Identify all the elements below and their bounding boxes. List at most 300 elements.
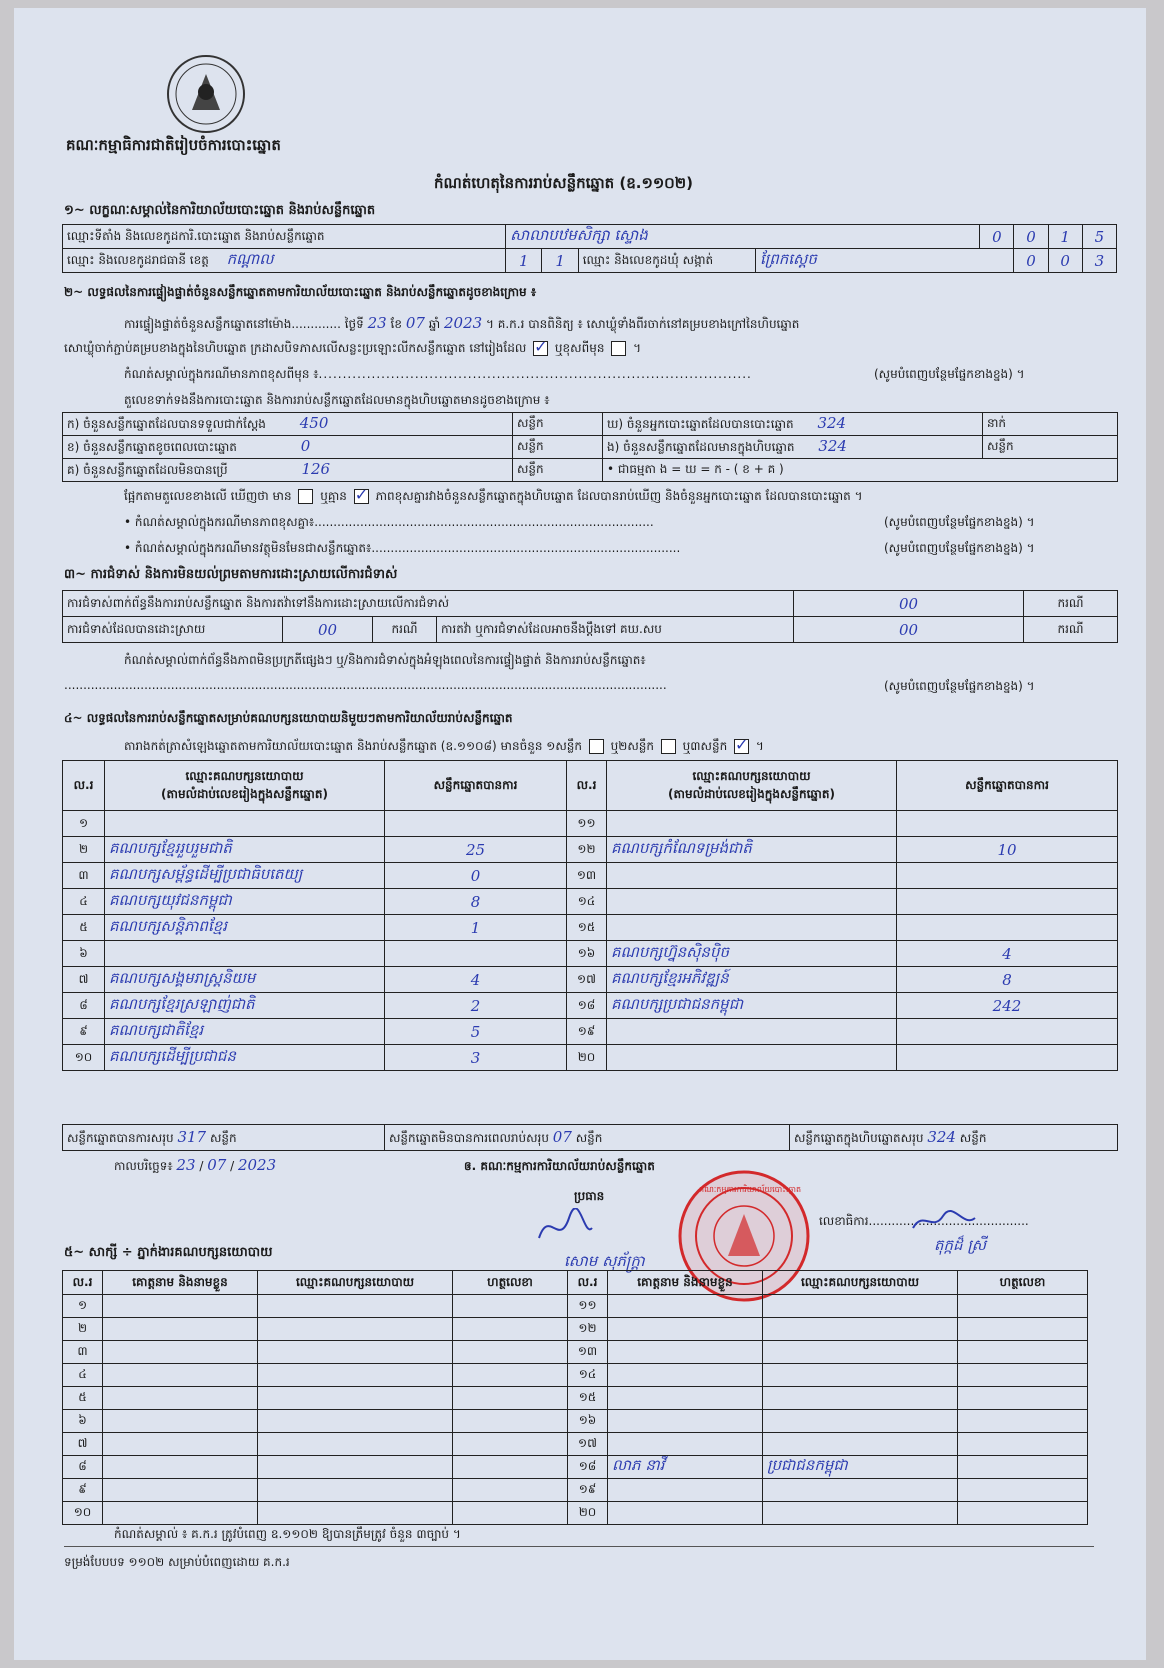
party-name <box>607 863 897 889</box>
section3-title: ៣~ ការជំទាស់ និងការមិនយល់ព្រមតាមការដោះស្រាយលើការជំទាស់ <box>64 567 398 582</box>
two-sheets-checkbox[interactable] <box>661 739 676 754</box>
province-digit: 1 <box>542 249 578 273</box>
voters-label: ឃ) ចំនួនអ្នកបោះឆ្នោតដែលបានបោះឆ្នោត <box>607 417 794 431</box>
has-diff-checkbox[interactable] <box>298 489 313 504</box>
witness-number: ១០ <box>63 1502 103 1525</box>
witness-col-sign: ហត្ថលេខា <box>453 1271 568 1295</box>
result-row <box>63 967 1118 993</box>
chair-signature-icon <box>534 1208 594 1248</box>
witness-party <box>763 1410 958 1433</box>
witness-name <box>608 1479 763 1502</box>
witness-party <box>258 1341 453 1364</box>
committee-name: គណៈកម្មាធិការជាតិរៀបចំការបោះឆ្នោត <box>66 136 281 154</box>
witness-number: ១ <box>63 1295 103 1318</box>
commune-name: ព្រែកស្តេច <box>756 249 1014 273</box>
witness-signature <box>453 1387 568 1410</box>
row-number: ១១ <box>567 811 607 837</box>
witness-number: ២០ <box>568 1502 608 1525</box>
party-name: គណបក្សហ្វ៊ុនស៊ិនប៉ិច <box>607 941 897 967</box>
witness-party <box>258 1502 453 1525</box>
nec-seal-icon <box>164 52 248 136</box>
party-votes: 25 <box>385 837 567 863</box>
station-label: ឈ្មោះទីតាំង និងលេខកូដការិ.បោះឆ្នោត និងរាប់សន្លឹកឆ្នោត <box>63 225 506 249</box>
witness-col-party: ឈ្មោះគណបក្សនយោបាយ <box>258 1271 453 1295</box>
party-name: គណបក្សយុវជនកម្ពុជា <box>105 889 385 915</box>
ballot-unit: សន្លឹក <box>983 436 1118 459</box>
col-party <box>105 761 385 811</box>
total-box-value: 324 <box>927 1127 956 1146</box>
commission-title: ឲ. គណៈកម្មការការិយាល័យរាប់សន្លឹកឆ្នោត <box>464 1159 655 1173</box>
witness-number: ៩ <box>63 1479 103 1502</box>
party-name: គណបក្សសង្គមរាស្ត្រនិយម <box>105 967 385 993</box>
witness-row <box>63 1318 1088 1341</box>
case-unit: ករណី <box>373 617 437 643</box>
party-name <box>607 889 897 915</box>
witness-signature <box>453 1502 568 1525</box>
witness-name <box>103 1502 258 1525</box>
secretary-name: តុក្កដ៏ ស្រី <box>934 1236 987 1254</box>
spoiled-label: ខ) ចំនួនសន្លឹកឆ្នោតខូចពេលបោះឆ្នោត <box>67 440 237 454</box>
verify-line-1 <box>124 314 799 334</box>
two-sheets-label: ឬ២សន្លឹក <box>610 739 655 753</box>
one-sheet-checkbox[interactable] <box>589 739 604 754</box>
witness-row <box>63 1479 1088 1502</box>
row-number: ១៧ <box>567 967 607 993</box>
resolved-label: ការជំទាស់ដែលបានដោះស្រាយ <box>63 617 283 643</box>
witness-party <box>258 1456 453 1479</box>
witness-signature <box>958 1456 1088 1479</box>
witness-name <box>103 1341 258 1364</box>
witness-number: ១៨ <box>568 1456 608 1479</box>
changed-checkbox[interactable] <box>611 341 626 356</box>
unused-row <box>63 459 513 482</box>
ballot-unit: សន្លឹក <box>513 436 603 459</box>
result-row <box>63 993 1118 1019</box>
witness-signature <box>958 1318 1088 1341</box>
party-votes <box>897 915 1118 941</box>
witness-name <box>103 1318 258 1341</box>
witness-number: ១៧ <box>568 1433 608 1456</box>
intact-note-line: កំណត់សម្គាល់ក្នុងករណីមានភាពខុសពីមុន ៖.......................................................................................... <box>124 367 752 381</box>
witness-party <box>763 1364 958 1387</box>
witness-signature <box>453 1341 568 1364</box>
party-votes <box>385 811 567 837</box>
party-votes: 10 <box>897 837 1118 863</box>
spoiled-row <box>63 436 513 459</box>
section1-title: ១~ លក្ខណៈសម្គាល់នៃការិយាល័យបោះឆ្នោត និងរាប់សន្លឹកឆ្នោត <box>64 203 376 218</box>
date-year: 2023 <box>237 1156 277 1174</box>
witness-party: ប្រជាជនកម្ពុជា <box>763 1456 958 1479</box>
witness-name <box>608 1318 763 1341</box>
witness-party <box>258 1364 453 1387</box>
witness-number: ៨ <box>63 1456 103 1479</box>
party-votes <box>385 941 567 967</box>
objection-note-dots: .............................................................................................................................................................. <box>64 678 667 692</box>
form-sheet <box>14 8 1146 1660</box>
unit: សន្លឹក <box>959 1130 987 1145</box>
unused-label: គ) ចំនួនសន្លឹកឆ្នោតដែលមិនបានប្រើ <box>67 463 228 477</box>
witness-name <box>103 1387 258 1410</box>
compare-post: ភាពខុសគ្នារវាងចំនួនសន្លឹកឆ្នោតក្នុងហិបឆ្នោត ដែលបានរាប់ឃើញ និងចំនួនអ្នកបោះឆ្នោត ដែលបានបោះឆ្នោត ។ <box>375 489 863 503</box>
resolved-count: 00 <box>283 617 373 643</box>
verify-day: 23 <box>367 314 387 332</box>
row-number: ១៣ <box>567 863 607 889</box>
total-invalid-label: សន្លឹកឆ្នោតមិនបានការពេលរាប់សរុប <box>389 1130 549 1145</box>
form-title: កំណត់ហេតុនៃការរាប់សន្លឹកឆ្នោត (ឧ.១១០២) <box>434 174 694 192</box>
row-number: ៩ <box>63 1019 105 1045</box>
witness-signature <box>453 1318 568 1341</box>
suspect-note-line: • កំណត់សម្គាល់ក្នុងករណីមានវត្ថុមិនមែនជាសន្លឹកឆ្នោត៖................................................................................. <box>124 541 681 555</box>
station-digit: 1 <box>1048 225 1082 249</box>
in-box-label: ង) ចំនួនសន្លឹកឆ្នោតដែលមានក្នុងហិបឆ្នោត <box>607 440 795 454</box>
witness-signature <box>958 1433 1088 1456</box>
party-votes <box>897 1019 1118 1045</box>
row-number: ១៨ <box>567 993 607 1019</box>
appeal-count: 00 <box>794 617 1024 643</box>
col-votes: សន្លឹកឆ្នោតបានការ <box>385 761 567 811</box>
party-votes: 8 <box>385 889 567 915</box>
witness-col-name: គោត្តនាម និងនាមខ្លួន <box>608 1271 763 1295</box>
witness-number: ១១ <box>568 1295 608 1318</box>
no-diff-checkbox[interactable] <box>354 485 369 504</box>
province-name: កណ្តាល <box>226 249 274 268</box>
row-number: ៨ <box>63 993 105 1019</box>
compare-text: ផ្អែកតាមតួលេខខាងលើ ឃើញថា មាន <box>124 489 292 503</box>
party-name <box>105 941 385 967</box>
witness-col-sign: ហត្ថលេខា <box>958 1271 1088 1295</box>
witness-signature <box>453 1410 568 1433</box>
witness-name <box>608 1295 763 1318</box>
row-number: ១២ <box>567 837 607 863</box>
witness-party <box>763 1479 958 1502</box>
verify-time-text: ការផ្ទៀងផ្ទាត់ចំនួនសន្លឹកឆ្នោតនៅម៉ោង............. ថ្ងៃទី <box>124 317 364 331</box>
witness-signature <box>453 1295 568 1318</box>
date-month: 07 <box>207 1156 227 1174</box>
witness-signature <box>453 1456 568 1479</box>
party-name <box>105 811 385 837</box>
col-no: ល.រ <box>63 761 105 811</box>
witness-name <box>608 1387 763 1410</box>
unit: សន្លឹក <box>209 1130 237 1145</box>
verify-year: 2023 <box>444 314 483 332</box>
in-box-row <box>603 436 983 459</box>
witness-party <box>258 1295 453 1318</box>
unit: សន្លឹក <box>575 1130 603 1145</box>
witness-name <box>103 1456 258 1479</box>
party-name: គណបក្សខ្មែរអភិវឌ្ឍន៍ <box>607 967 897 993</box>
row-number: ៧ <box>63 967 105 993</box>
formula: • ជាធម្មតា ង = ឃ = ក - ( ខ + គ ) <box>603 459 1118 482</box>
row-number: ៥ <box>63 915 105 941</box>
case-unit: ករណី <box>1024 591 1118 617</box>
received-row <box>63 413 513 436</box>
chair-name: សោម សុភ័ក្ត្រា <box>564 1252 645 1270</box>
diff-note-label: • កំណត់សម្គាល់ក្នុងករណីមានភាពខុសគ្នា៖ <box>124 515 315 529</box>
witness-party <box>258 1387 453 1410</box>
row-number: ១ <box>63 811 105 837</box>
witness-row <box>63 1410 1088 1433</box>
results-table <box>62 760 1118 1071</box>
section5-title: ៥~ សាក្សី ÷ ភ្នាក់ងារគណបក្សនយោបាយ <box>64 1245 273 1260</box>
commune-label: ឈ្មោះ និងលេខកូដឃុំ សង្កាត់ <box>578 249 755 273</box>
witness-number: ៧ <box>63 1433 103 1456</box>
party-name <box>607 811 897 837</box>
witness-signature <box>958 1479 1088 1502</box>
secretary-label: លេខាធិការ <box>819 1214 869 1228</box>
result-row <box>63 889 1118 915</box>
witness-signature <box>958 1341 1088 1364</box>
result-row <box>63 1019 1118 1045</box>
witness-signature <box>453 1364 568 1387</box>
witness-number: ៦ <box>63 1410 103 1433</box>
tally-sheets-line: តារាងកត់ត្រាសំឡេងឆ្នោតតាមការិយាល័យបោះឆ្នោត និងរាប់សន្លឹកឆ្នោត (ឧ.១១០៨) មានចំនួន ១សន្លឹក ឬ២សន្លឹក ឬ៣សន្លឹក ✓ ។ <box>124 735 764 754</box>
witness-number: ១៤ <box>568 1364 608 1387</box>
witness-col-no: ល.រ <box>63 1271 103 1295</box>
fill-more-note: (សូមបំពេញបន្ថែមផ្នែកខាងខ្នង) ។ <box>874 367 1025 381</box>
party-votes: 242 <box>897 993 1118 1019</box>
witness-signature <box>958 1387 1088 1410</box>
witness-name <box>608 1410 763 1433</box>
unused-value: 126 <box>301 460 331 478</box>
date-day: 23 <box>176 1156 196 1174</box>
party-votes <box>897 1045 1118 1071</box>
party-name: គណបក្សសន្តិភាពខ្មែរ <box>105 915 385 941</box>
party-votes: 3 <box>385 1045 567 1071</box>
witness-signature <box>958 1364 1088 1387</box>
stamp-text: គណៈកម្មការការិយាល័យបោះឆ្នោត <box>699 1185 802 1194</box>
row-number: ១៩ <box>567 1019 607 1045</box>
compare-line <box>124 485 863 506</box>
witness-row <box>63 1433 1088 1456</box>
party-name: គណបក្សខ្មែរស្រឡាញ់ជាតិ <box>105 993 385 1019</box>
received-label: ក) ចំនួនសន្លឹកឆ្នោតដែលបានទទួលជាក់ស្តែង <box>67 417 266 431</box>
station-digit: 5 <box>1082 225 1116 249</box>
witness-name <box>103 1479 258 1502</box>
witness-row <box>63 1341 1088 1364</box>
intact-checkbox[interactable] <box>533 337 548 356</box>
party-votes <box>897 863 1118 889</box>
section4-title: ៤~ លទ្ធផលនៃការរាប់សន្លឹកឆ្នោតសម្រាប់គណបក្សនយោបាយនិមួយៗតាមការិយាល័យរាប់សន្លឹកឆ្នោត <box>64 711 513 725</box>
witness-signature <box>453 1479 568 1502</box>
col-party-label: ឈ្មោះគណបក្សនយោបាយ <box>185 768 304 783</box>
row-number: ១៥ <box>567 915 607 941</box>
row-number: ៤ <box>63 889 105 915</box>
case-unit: ករណី <box>1024 617 1118 643</box>
chair-title: ប្រធាន <box>574 1189 605 1203</box>
party-votes <box>897 889 1118 915</box>
in-box-value: 324 <box>818 437 847 455</box>
witness-row <box>63 1387 1088 1410</box>
footer-note: កំណត់សម្គាល់ ៖ គ.ក.រ ត្រូវបំពេញ ឧ.១១០២ ឱ្យបានត្រឹមត្រូវ ចំនួន ៣ច្បាប់ ។ <box>114 1527 461 1541</box>
province-row <box>63 249 506 273</box>
check-icon: ✓ <box>735 735 749 754</box>
witness-party <box>258 1433 453 1456</box>
party-name: គណបក្សជាតិខ្មែរ <box>105 1019 385 1045</box>
objection-note: កំណត់សម្គាល់ពាក់ព័ន្ធនឹងភាពមិនប្រក្រតីផ្សេងៗ ឬ/និងការជំទាស់ក្នុងអំឡុងពេលនៃការផ្ទៀងផ្ទាត់ និងការរាប់សន្លឹកឆ្នោត៖ <box>124 653 646 667</box>
witness-number: ១៣ <box>568 1341 608 1364</box>
witness-party <box>763 1433 958 1456</box>
party-name <box>607 915 897 941</box>
form-reference: ទម្រង់បែបបទ ១១០២ សម្រាប់បំពេញដោយ គ.ក.រ <box>64 1555 290 1569</box>
witness-number: ១៦ <box>568 1410 608 1433</box>
commune-digit: 3 <box>1082 249 1116 273</box>
party-name <box>607 1019 897 1045</box>
station-name: សាលាបឋមសិក្សា ស្ទោង <box>506 225 980 249</box>
suspect-note-label: • កំណត់សម្គាល់ក្នុងករណីមានវត្ថុមិនមែនជាសន្លឹកឆ្នោត៖ <box>124 541 372 555</box>
voters-row <box>603 413 983 436</box>
col-party-sub: (តាមលំដាប់លេខរៀងក្នុងសន្លឹកឆ្នោត) <box>161 786 328 801</box>
party-votes: 0 <box>385 863 567 889</box>
verify-line-2: សោឃ្លុំចាក់ភ្ជាប់គម្របខាងក្នុងនៃហិបឆ្នោត ក្រដាសបិទភាសលើសន្លះប្រឡោះលីកសន្លឹកឆ្នោត នៅរៀងដែល ✓ ឬខុសពីមុន ។ <box>64 337 641 356</box>
three-sheets-label: ឬ៣សន្លឹក <box>682 739 728 753</box>
witness-signature <box>958 1295 1088 1318</box>
date-line: កាលបរិច្ឆេទ៖ 23 / 07 / 2023 <box>114 1156 277 1174</box>
objection-row-label: ការជំទាស់ពាក់ព័ន្ធនឹងការរាប់សន្លឹកឆ្នោត និងការតវ៉ាទៅនឹងការដោះស្រាយលើការជំទាស់ <box>63 591 794 617</box>
witness-name <box>103 1433 258 1456</box>
col-party <box>607 761 897 811</box>
objection-count: 00 <box>794 591 1024 617</box>
commune-digit: 0 <box>1014 249 1048 273</box>
check-icon: ✓ <box>354 485 369 504</box>
witness-row <box>63 1295 1088 1318</box>
witness-signature <box>958 1410 1088 1433</box>
check-icon: ✓ <box>534 337 548 356</box>
result-row <box>63 1045 1118 1071</box>
row-number: ២ <box>63 837 105 863</box>
row-number: ១៤ <box>567 889 607 915</box>
witness-name <box>103 1295 258 1318</box>
witness-number: ២ <box>63 1318 103 1341</box>
total-invalid-value: 07 <box>552 1127 572 1146</box>
section2-title: ២~ លទ្ធផលនៃការផ្ទៀងផ្ទាត់ចំនួនសន្លឹកឆ្នោតតាមការិយាល័យបោះឆ្នោត និងរាប់សន្លឹកឆ្នោតដូចខាងក្រោម ៖ <box>64 285 537 299</box>
changed-label: ឬខុសពីមុន <box>554 341 605 355</box>
party-votes: 2 <box>385 993 567 1019</box>
three-sheets-checkbox[interactable] <box>734 735 749 754</box>
witness-party <box>763 1341 958 1364</box>
total-valid-label: សន្លឹកឆ្នោតបានការសរុប <box>67 1130 174 1145</box>
result-row <box>63 915 1118 941</box>
witness-party <box>763 1502 958 1525</box>
station-digit: 0 <box>1014 225 1048 249</box>
witness-signature <box>453 1433 568 1456</box>
station-digit: 0 <box>980 225 1014 249</box>
col-party-label: ឈ្មោះគណបក្សនយោបាយ <box>692 768 811 783</box>
fill-more-note: (សូមបំពេញបន្ថែមផ្នែកខាងខ្នង) ។ <box>884 541 1035 555</box>
ballot-numbers-table <box>62 412 1118 482</box>
row-number: ២០ <box>567 1045 607 1071</box>
witness-name <box>608 1341 763 1364</box>
witness-number: ១៥ <box>568 1387 608 1410</box>
total-valid-cell <box>63 1125 385 1151</box>
witness-name <box>103 1410 258 1433</box>
ballot-unit: សន្លឹក <box>513 459 603 482</box>
intact-note-label: កំណត់សម្គាល់ក្នុងករណីមានភាពខុសពីមុន ៖ <box>124 367 319 381</box>
received-value: 450 <box>299 414 329 432</box>
province-digit: 1 <box>506 249 542 273</box>
party-votes: 8 <box>897 967 1118 993</box>
objections-table <box>62 590 1118 643</box>
col-party-sub: (តាមលំដាប់លេខរៀងក្នុងសន្លឹកឆ្នោត) <box>668 786 835 801</box>
witness-row <box>63 1364 1088 1387</box>
total-valid-value: 317 <box>177 1127 207 1146</box>
party-name: គណបក្សដើម្បីប្រជាជន <box>105 1045 385 1071</box>
witness-party <box>258 1410 453 1433</box>
witness-name <box>103 1364 258 1387</box>
commune-digit: 0 <box>1048 249 1082 273</box>
party-votes: 5 <box>385 1019 567 1045</box>
verify-month: 07 <box>405 314 425 332</box>
witness-number: ១២ <box>568 1318 608 1341</box>
witness-number: ៥ <box>63 1387 103 1410</box>
row-number: ៣ <box>63 863 105 889</box>
party-votes <box>897 811 1118 837</box>
witness-name <box>608 1433 763 1456</box>
verify-line-2-text: សោឃ្លុំចាក់ភ្ជាប់គម្របខាងក្នុងនៃហិបឆ្នោត ក្រដាសបិទភាសលើសន្លះប្រឡោះលីកសន្លឹកឆ្នោត នៅរៀងដែល <box>64 341 527 355</box>
result-row <box>63 811 1118 837</box>
witness-party <box>763 1387 958 1410</box>
row-number: ១០ <box>63 1045 105 1071</box>
date-label: កាលបរិច្ឆេទ៖ <box>114 1159 173 1173</box>
witness-col-party: ឈ្មោះគណបក្សនយោបាយ <box>763 1271 958 1295</box>
witness-number: ៣ <box>63 1341 103 1364</box>
witness-name <box>608 1502 763 1525</box>
witness-party <box>763 1295 958 1318</box>
tally-intro: តារាងកត់ត្រាសំឡេងឆ្នោតតាមការិយាល័យបោះឆ្នោត និងរាប់សន្លឹកឆ្នោត (ឧ.១១០៨) មានចំនួន ១សន្លឹក <box>124 739 582 753</box>
party-name: គណបក្សប្រជាជនកម្ពុជា <box>607 993 897 1019</box>
result-row <box>63 941 1118 967</box>
witness-row <box>63 1502 1088 1525</box>
total-invalid-cell <box>385 1125 790 1151</box>
result-row <box>63 837 1118 863</box>
witness-party <box>258 1479 453 1502</box>
verify-post-text: ។ គ.ក.រ បានពិនិត្យ ៖ សោឃ្លុំទាំងពីរចាក់នៅគម្របខាងក្រៅនៃហិបឆ្នោត <box>486 317 800 331</box>
diff-note-line: • កំណត់សម្គាល់ក្នុងករណីមានភាពខុសគ្នា៖......................................................................................... <box>124 515 654 529</box>
witness-row <box>63 1456 1088 1479</box>
result-row <box>63 863 1118 889</box>
witness-name <box>608 1364 763 1387</box>
totals-table <box>62 1124 1118 1151</box>
secretary-line: លេខាធិការ.......................................... <box>819 1214 1029 1228</box>
province-label: ឈ្មោះ និងលេខកូដរាជធានី ខេត្ត <box>67 252 209 267</box>
person-unit: នាក់ <box>983 413 1118 436</box>
appeal-label: ការតវ៉ា ឬការជំទាស់ដែលអាចនឹងប្តឹងទៅ គឃ.សប <box>437 617 794 643</box>
col-no: ល.រ <box>567 761 607 811</box>
compare-or: ឬគ្មាន <box>320 489 347 503</box>
year-label: ឆ្នាំ <box>428 317 441 331</box>
party-name: គណបក្សកំណែទម្រង់ជាតិ <box>607 837 897 863</box>
voters-value: 324 <box>817 414 847 432</box>
party-votes: 1 <box>385 915 567 941</box>
party-name: គណបក្សខ្មែររួបរួមជាតិ <box>105 837 385 863</box>
spoiled-value: 0 <box>300 437 311 455</box>
col-votes: សន្លឹកឆ្នោតបានការ <box>897 761 1118 811</box>
total-box-cell <box>790 1125 1118 1151</box>
fill-more-note: (សូមបំពេញបន្ថែមផ្នែកខាងខ្នង) ។ <box>884 679 1035 693</box>
witness-name: លាភ នាវី <box>608 1456 763 1479</box>
witness-table <box>62 1270 1088 1525</box>
witness-signature <box>958 1502 1088 1525</box>
party-votes: 4 <box>385 967 567 993</box>
witness-number: ៤ <box>63 1364 103 1387</box>
witness-party <box>763 1318 958 1341</box>
party-votes: 4 <box>897 941 1118 967</box>
witness-party <box>258 1318 453 1341</box>
witness-number: ១៩ <box>568 1479 608 1502</box>
fill-more-note: (សូមបំពេញបន្ថែមផ្នែកខាងខ្នង) ។ <box>884 515 1035 529</box>
witness-col-no: ល.រ <box>568 1271 608 1295</box>
ballot-unit: សន្លឹក <box>513 413 603 436</box>
party-name: គណបក្សសម្ព័ន្ធដើម្បីប្រជាធិបតេយ្យ <box>105 863 385 889</box>
